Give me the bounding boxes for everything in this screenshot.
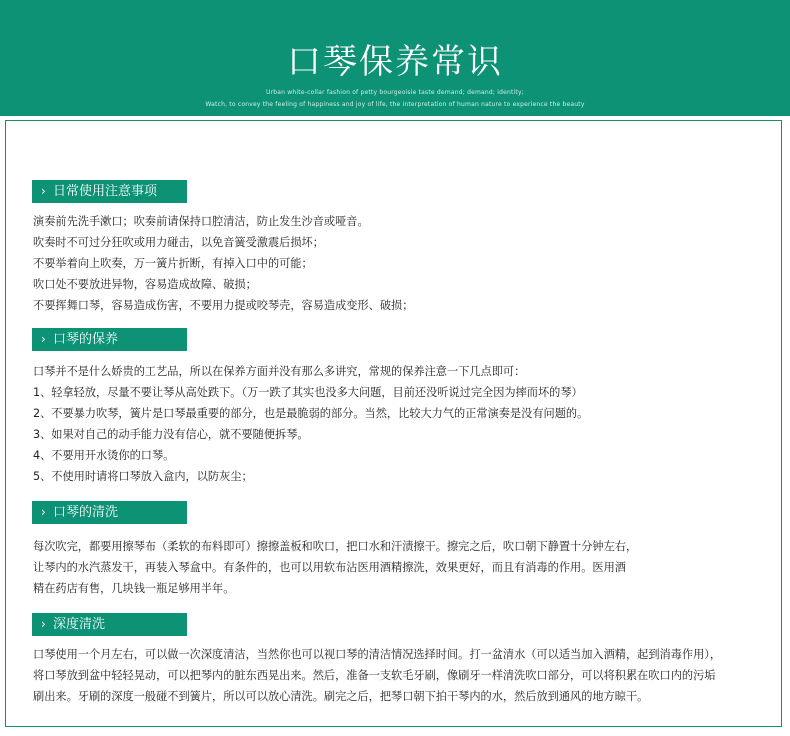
- header-subtitle-1: Urban white-collar fashion of petty bourgeoisie taste demand; demand; identity;: [266, 89, 524, 96]
- section-line: 演奏前先洗手漱口；吹奏前请保持口腔清洁，防止发生沙音或哑音。: [33, 215, 369, 228]
- section-line: 每次吹完，都要用擦琴布（柔软的布料即可）擦擦盖板和吹口，把口水和汗渍擦干。擦完之后，吹口朝下静置十分钟左右，: [33, 540, 638, 553]
- chevron-right-icon: ›: [41, 332, 46, 346]
- section-line: 5、不使用时请将口琴放入盒内，以防灰尘；: [33, 470, 253, 483]
- section-header-deep-cleaning: [32, 613, 187, 636]
- section-line: 4、不要用开水烫你的口琴。: [33, 449, 175, 462]
- section-header-cleaning: [32, 501, 187, 524]
- section-line: 不要挥舞口琴，容易造成伤害，不要用力提或咬琴壳，容易造成变形、破损；: [33, 299, 414, 312]
- section-line: 不要举着向上吹奏，万一簧片折断，有掉入口中的可能；: [33, 257, 313, 270]
- section-header-maintenance: [32, 328, 187, 351]
- page-header: [0, 0, 790, 116]
- section-line: 吹奏时不可过分狂吹或用力碰击，以免音簧受激震后损坏；: [33, 236, 324, 249]
- chevron-right-icon: ›: [41, 505, 46, 519]
- chevron-right-icon: ›: [41, 184, 46, 198]
- section-label: 口琴的清洗: [53, 505, 119, 520]
- section-line: 精在药店有售，几块钱一瓶足够用半年。: [33, 582, 235, 595]
- section-line: 3、如果对自己的动手能力没有信心，就不要随便拆琴。: [33, 428, 309, 441]
- section-label: 口琴的保养: [53, 332, 119, 347]
- section-line: 口琴使用一个月左右，可以做一次深度清洁，当然你也可以视口琴的清洁情况选择时间。打一盆清水（可以适当加入酒精，起到消毒作用），: [33, 648, 722, 661]
- section-line: 2、不要暴力吹琴，簧片是口琴最重要的部分，也是最脆弱的部分。当然，比较大力气的正常演奏是没有问题的。: [33, 407, 589, 420]
- section-line: 吹口处不要放进异物，容易造成故障、破损；: [33, 278, 257, 291]
- section-line: 1、轻拿轻放，尽量不要让琴从高处跌下。（万一跌了其实也没多大问题，目前还没听说过完全因为摔而坏的琴）: [33, 386, 583, 399]
- page-title: 口琴保养常识: [287, 42, 503, 82]
- section-line: 刷出来。牙刷的深度一般碰不到簧片，所以可以放心清洗。刷完之后，把琴口朝下拍干琴内的水，然后放到通风的地方晾干。: [33, 690, 649, 703]
- section-line: 让琴内的水汽蒸发干，再装入琴盒中。有条件的，也可以用软布沾医用酒精擦洗，效果更好，而且有消毒的作用。医用酒: [33, 561, 626, 574]
- section-label: 日常使用注意事项: [53, 184, 158, 199]
- section-label: 深度清洗: [53, 617, 106, 632]
- section-line: 口琴并不是什么娇贵的工艺品，所以在保养方面并没有那么多讲究，常规的保养注意一下几点即可：: [33, 365, 526, 378]
- section-line: 将口琴放到盆中轻轻晃动，可以把琴内的脏东西晃出来。然后，准备一支软毛牙刷，像刷牙一样清洗吹口部分，可以将积累在吹口内的污垢: [33, 669, 716, 682]
- header-subtitle-2: Watch, to convey the feeling of happiness and joy of life, the interpretation of human nature to experience the beauty: [205, 101, 585, 108]
- section-header-daily-use: [32, 180, 187, 203]
- chevron-right-icon: ›: [41, 617, 46, 631]
